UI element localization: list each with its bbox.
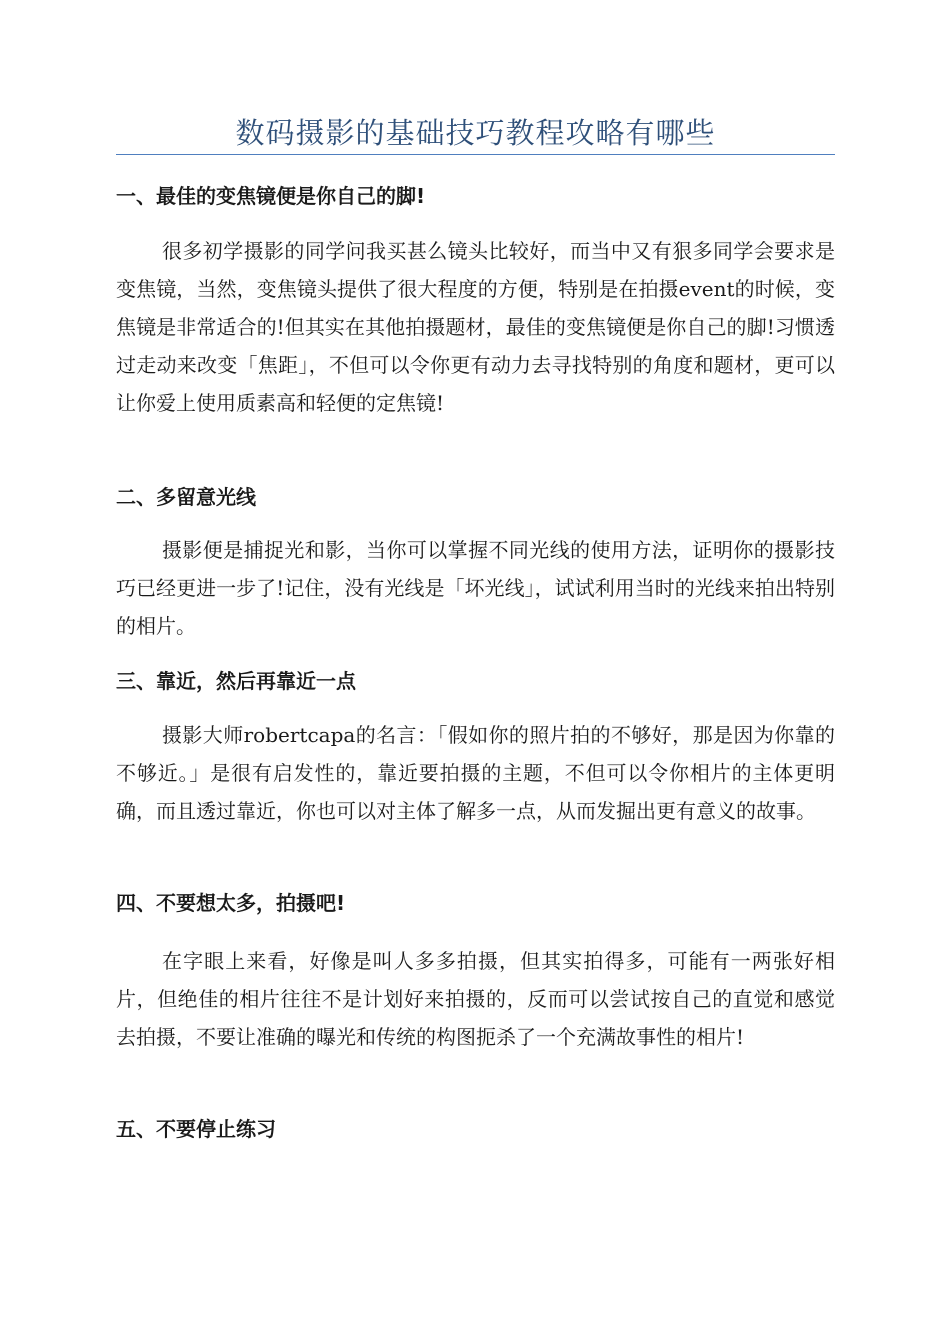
document-title: 数码摄影的基础技巧教程攻略有哪些 xyxy=(235,116,716,150)
section-paragraph: 摄影大师robertcapa的名言：「假如你的照片拍的不够好，那是因为你靠的不够近。」是很有启发性的，靠近要拍摄的主题，不但可以令你相片的主体更明确，而且透过靠近，你也可以对主体了解多一点，从而发掘出更有意义的故事。 xyxy=(116,723,835,823)
section-paragraph: 在字眼上来看，好像是叫人多多拍摄，但其实拍得多，可能有一两张好相片，但绝佳的相片往往不是计划好来拍摄的，反而可以尝试按自己的直觉和感觉去拍摄，不要让准确的曝光和传统的构图扼杀了一个充满故事性的相片! xyxy=(116,949,835,1049)
section-paragraph: 很多初学摄影的同学问我买甚么镜头比较好，而当中又有狠多同学会要求是变焦镜，当然，变焦镜头提供了很大程度的方便，特别是在拍摄event的时候，变焦镜是非常适合的!但其实在其他拍摄题材，最佳的变焦镜便是你自己的脚!习惯透过走动来改变「焦距」，不但可以令你更有动力去寻找特别的角度和题材，更可以让你爱上使用质素高和轻便的定焦镜! xyxy=(116,239,835,415)
section-paragraph: 摄影便是捕捉光和影，当你可以掌握不同光线的使用方法，证明你的摄影技巧已经更进一步了!记住，没有光线是「坏光线」，试试利用当时的光线来拍出特别的相片。 xyxy=(116,538,835,638)
section-heading: 一、最佳的变焦镜便是你自己的脚! xyxy=(116,184,426,208)
section-heading: 二、多留意光线 xyxy=(116,485,256,509)
section-heading: 三、靠近，然后再靠近一点 xyxy=(116,669,356,693)
title-underline xyxy=(116,154,835,155)
section-heading: 五、不要停止练习 xyxy=(116,1117,276,1141)
section-heading: 四、不要想太多，拍摄吧! xyxy=(116,891,346,915)
